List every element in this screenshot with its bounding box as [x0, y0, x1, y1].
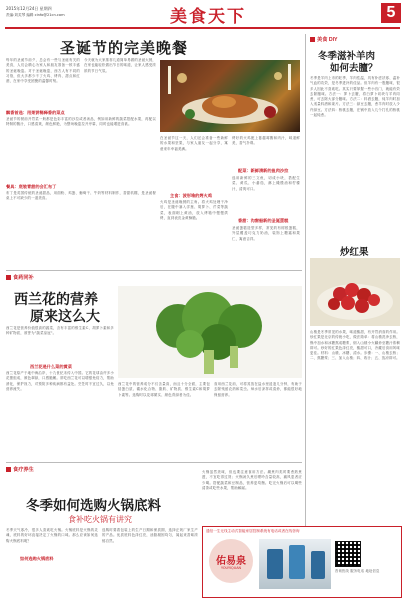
- lead-body-col3: 在圣诞节这一天，人们还会准备一些新鲜的水果和坚果，与家人朋友一起分享，寓意来年幸福美满。: [160, 136, 228, 151]
- lead-subhead-1: 飘香首选：用果饼稀释香的菜点: [6, 110, 65, 115]
- tag-marker-icon: [6, 275, 11, 280]
- hawthorn-art: [310, 258, 400, 326]
- lead-body-col2: 今天就为大家推荐几道简单易做的圣诞大餐，在家也能轻松做出节日的味道，让家人感受浓浓的节日气氛。: [84, 58, 156, 73]
- dinner-photo-art: [160, 60, 300, 132]
- fried-hawthorn-caption: 炒红果: [340, 247, 369, 258]
- editor-line: 责编:刘芙琴 编辑 cinfo@21cn.com: [6, 13, 65, 17]
- lead-body-col1: 每年的圣诞节前夕，总会有一些与圣诞有关的美食，人们会精心为家人和朋友准备一顿丰盛的圣诞晚宴。对于圣诞晚宴，西方人有不同的习俗，但大多都少不了火鸡、烤肉、甜点和红酒，在家中享受团聚的温馨时刻。: [6, 58, 80, 84]
- ad-contact-text: 咨询热线 服务电话 地址信息: [335, 569, 380, 573]
- ad-product-art: [259, 539, 331, 589]
- ad-qr-code[interactable]: [335, 541, 361, 567]
- ad-top-text: 通信一生无线主动式智能家居控制系统有电话或者在线咨询: [206, 529, 300, 533]
- ad-brand-cn: 佑易泉: [216, 556, 246, 567]
- diy-tag: [310, 36, 337, 43]
- ad-product-image: [259, 539, 331, 589]
- hotpot-body-col1: 冬季天气寒冷，很多人喜欢吃火锅。火锅底料是火锅的灵魂，底料的好坏直接决定了火锅的口味。那么应该如何选购火锅底料呢？: [6, 528, 98, 543]
- hawthorn-photo: [310, 258, 400, 326]
- date-line: 2015年12月24日 星期四: [6, 6, 52, 11]
- broccoli-subhead: 西兰花是什么菜的黄菜: [30, 364, 72, 369]
- hotpot-subhead: 如何选购火锅底料: [20, 556, 54, 561]
- lead-body-col1b: 圣诞节的餐前开胃菜一般都是色彩丰富的沙拉或者汤品，例如用新鲜的蔬菜搭配水果，再配以特制的酱汁，口感清爽，颜色鲜艳，为整场晚宴拉开序幕，同时也能增进食欲。: [6, 117, 156, 127]
- health-tag-label: 食药同补: [13, 275, 34, 281]
- lead-body-col3b: 火鸡是圣诞晚餐的主角。将火鸡处理干净后，在腹中塞入洋葱、胡萝卜、芹菜等蔬菜，表面刷上黄油，放入烤箱中慢慢烘烤，直到表皮金黄酥脆。: [160, 200, 228, 220]
- lead-headline: 圣诞节的完美晚餐: [60, 39, 189, 57]
- lead-subhead-2: 餐具：底装青甜的会汇布丁: [6, 184, 57, 189]
- lead-body-col1c: 布丁是英国传统的圣诞甜品，用面粉、鸡蛋、葡萄干、牛奶等材料制作，香甜软糯，是圣诞餐桌上不可缺少的一道美食。: [6, 191, 156, 201]
- tag-marker-icon-3: [310, 37, 315, 42]
- hotpot-subtitle: 食补吃火锅有讲究: [68, 515, 132, 524]
- hotpot-headline: 冬季如何选购火锅底料: [26, 498, 161, 514]
- tag-marker-icon-2: [6, 467, 11, 472]
- right-column-border: [305, 34, 306, 530]
- ad-box[interactable]: [202, 526, 402, 598]
- broccoli-photo: [118, 286, 302, 378]
- mutton-body: 冬季是羊肉上市的旺季，羊肉性温，具有补虚祛寒、温补气血的功效，是冬季进补的佳品。但羊肉有一股膻味，很多人因此不喜欢吃。其实只要掌握一些小窍门，就能有效去除膻味。方法一：萝卜去膻，将白萝卜切块与羊肉同煮，可去除大部分膻味。方法二：料酒去膻，炖羊肉时加入适量料酒和姜片。方法三：绿豆去膻，煮羊肉时放入少许绿豆。方法四：核桃去膻，在锅中放入几个打孔的核桃一起炖煮。: [310, 76, 400, 118]
- health-tag: [6, 274, 34, 281]
- mutton-headline-1: 冬季滋补羊肉: [318, 51, 376, 62]
- therapy-tag: [6, 466, 34, 473]
- section-title: 美食天下: [170, 7, 246, 26]
- lead-body-col4c: 圣诞蛋糕造型多样，常见的有树根蛋糕，外层覆盖巧克力奶油，装饰上糖霜和果仁，寓意吉祥。: [232, 226, 300, 241]
- diy-tag-label: 美食 DIY: [317, 37, 338, 43]
- lead-divider: [6, 270, 302, 271]
- broccoli-headline-2: 原来这么大: [30, 309, 100, 325]
- lead-subhead-3: 主食：波形堆的烤火鸡: [170, 193, 212, 198]
- page-number: 5: [381, 3, 401, 23]
- ad-brand-en: YOUYIQUAN: [220, 566, 242, 570]
- broccoli-art: [118, 286, 302, 378]
- broccoli-body-col2: 西兰花中的营养成分不仅含量高，而且十分全面，主要包括蛋白质、碳水化合物、脂肪、矿物质、维生素C和胡萝卜素等。选购时以花球紧实、颜色青绿者为佳。: [118, 382, 210, 397]
- broccoli-body-col3: 食用西兰花前，可将其放在盐水里浸泡几分钟，有助于去除残留农药和菜虫。焯水后凉拌或清炒，都能很好地保留营养。: [214, 382, 302, 397]
- hotpot-body-col2: 选购时要看包装上的生产日期和保质期，选择正规厂家生产的产品。优质底料色泽红亮，油脂凝固均匀，闻起来香味浓郁自然。: [102, 528, 198, 543]
- mutton-headline-2: 如何去膻？: [330, 63, 378, 74]
- lead-body-col4: 烤好的火鸡配上蔓越莓酱和肉汁，味道鲜美，香气扑鼻。: [232, 136, 300, 146]
- masthead-rule: [5, 27, 400, 29]
- hawthorn-body: 山楂是冬季常见的水果，味道酸甜，有开胃消食的作用。炒红果是北京的传统小吃，做法简单：将山楂洗净去核，锅中加水和冰糖熬成糖浆，倒入山楂小火翻炒至糖汁浓稠即可。炒好的红果色泽红亮，酸甜可口，冷藏后食用风味更佳。材料：山楂、冰糖、清水。步骤：一、山楂去核；二、熬糖浆；三、加入山楂；四、收汁；五、放凉即可。: [310, 330, 400, 361]
- therapy-tag-label: 食疗养生: [13, 467, 34, 473]
- broccoli-body-col1b: 西兰花原产于地中海沿岸，十九世纪末传入中国。它的花球由许多小花蕾组成，颜色翠绿，口感脆嫩。常吃西兰花可以增强免疫力，帮助消化，保护视力，对预防多种疾病都有益处。烹饪时不宜过久，以免营养流失。: [6, 371, 114, 391]
- christmas-dinner-photo: [160, 60, 300, 132]
- ad-logo: [209, 539, 253, 583]
- lead-body-col4b: 选用新鲜的三文鱼，切成小块，搭配生菜、黄瓜、小番茄，淋上橄榄油和柠檬汁，清爽可口。: [232, 176, 300, 191]
- lead-subhead-4: 配菜：新鲜清新的鱼肉沙拉: [238, 168, 289, 173]
- broccoli-headline-1: 西兰花的营养: [14, 292, 98, 308]
- masthead: [0, 0, 405, 30]
- hotpot-body-col3: 火锅虽然美味，但也要注意食用方法。涮煮肉类时要煮熟煮透，不宜吃得过烫；火锅汤久煮后嘌呤含量较高，痛风患者应少喝。搭配蔬菜和豆制品，营养更均衡。吃完火锅后可以喝些清茶或吃些水果，帮助解腻。: [202, 470, 302, 490]
- middle-divider: [6, 462, 302, 463]
- broccoli-body-col1: 西兰花是营养价值很高的蔬菜，含有丰富的维生素C、胡萝卜素和多种矿物质，被誉为"蔬菜皇冠"。: [6, 326, 114, 336]
- lead-subhead-5: 香甜：沟窗船新的圣诞蛋糕: [238, 218, 289, 223]
